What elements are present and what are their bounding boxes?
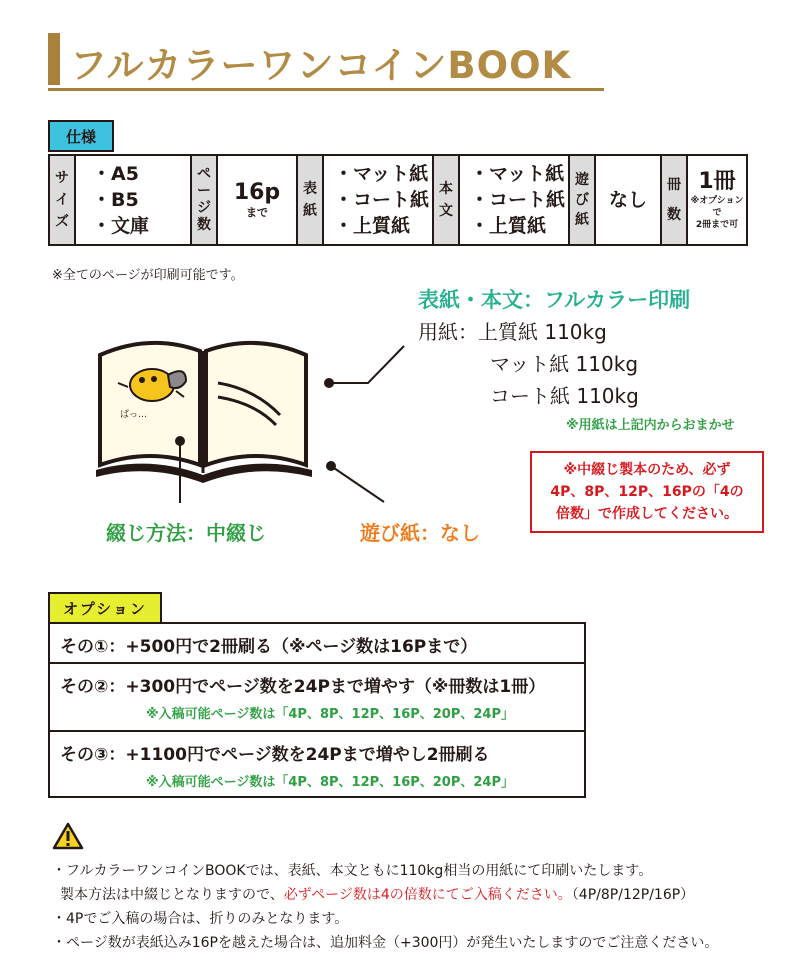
endpaper-label: 遊 び 紙 <box>570 156 596 244</box>
size-label: サ イ ズ <box>50 156 76 244</box>
title-underline <box>48 88 604 91</box>
open-book-illustration <box>90 325 320 535</box>
copies-value: 1冊 ※オプションで 2冊まで可 <box>690 169 744 230</box>
option-3: その③：+1100円でページ数を24Pまで増やし2冊刷る ※入稿可能ページ数は「4P、8P、12P、16P、20P、24P」 <box>50 730 584 796</box>
options-tag: オプション <box>48 592 162 624</box>
note-line-2: 製本方法は中綴じとなりますので、必ずページ数は4の倍数にてご入稿ください。（4P/8P/12P/16P） <box>60 887 695 903</box>
endpaper-label: 遊び紙：なし <box>360 521 480 545</box>
pages-value: 16p まで <box>218 156 298 244</box>
paper-line-1: 用紙：上質紙 110kg <box>418 320 607 344</box>
pages-label: ペ ー ジ 数 <box>192 156 218 244</box>
endpaper-value: なし <box>596 156 662 244</box>
copies-label: 冊 数 <box>662 156 688 244</box>
warning-icon <box>52 822 84 850</box>
body-values: ・マット紙 ・コート紙 ・上質紙 <box>460 156 570 244</box>
paper-line-2: マット紙 110kg <box>490 352 639 376</box>
size-values: ・A5 ・B5 ・文庫 <box>76 156 192 244</box>
manga-sfx: ぱっ… <box>120 410 148 420</box>
saddle-stitch-notice: ※中綴じ製本のため、必ず 4P、8P、12P、16Pの「4の 倍数」で作成してください。 <box>530 451 764 533</box>
option-2: その②：+300円でページ数を24Pまで増やす（※冊数は1冊） ※入稿可能ページ数は「4P、8P、12P、16P、20P、24P」 <box>50 662 584 730</box>
leader-lines <box>320 340 420 510</box>
note-line-3: ・4Pでご入稿の場合は、折りのみとなります。 <box>52 911 349 927</box>
binding-method-label: 綴じ方法：中綴じ <box>106 521 266 545</box>
all-pages-printable-note: ※全てのページが印刷可能です。 <box>52 268 244 283</box>
spec-tag: 仕様 <box>48 120 114 152</box>
title-accent-bar <box>48 33 60 85</box>
paper-line-3: コート紙 110kg <box>490 384 639 408</box>
body-label: 本 文 <box>434 156 460 244</box>
note-line-4: ・ページ数が表紙込み16Pを越えた場合は、追加料金（+300円）が発生いたしますのでご注意ください。 <box>52 935 719 951</box>
options-box <box>48 622 586 798</box>
paper-choice-note: ※用紙は上記内からおまかせ <box>566 418 735 433</box>
spec-table <box>48 154 748 246</box>
print-type-heading: 表紙・本文：フルカラー印刷 <box>418 288 691 312</box>
option-1: その①：+500円で2冊刷る（※ページ数は16Pまで） <box>60 637 478 657</box>
cover-values: ・マット紙 ・コート紙 ・上質紙 <box>324 156 434 244</box>
cover-label: 表 紙 <box>298 156 324 244</box>
page-title: フルカラーワンコインBOOK <box>70 44 572 87</box>
note-line-1: ・フルカラーワンコインBOOKでは、表紙、本文ともに110kg相当の用紙にて印刷いたします。 <box>52 863 653 879</box>
